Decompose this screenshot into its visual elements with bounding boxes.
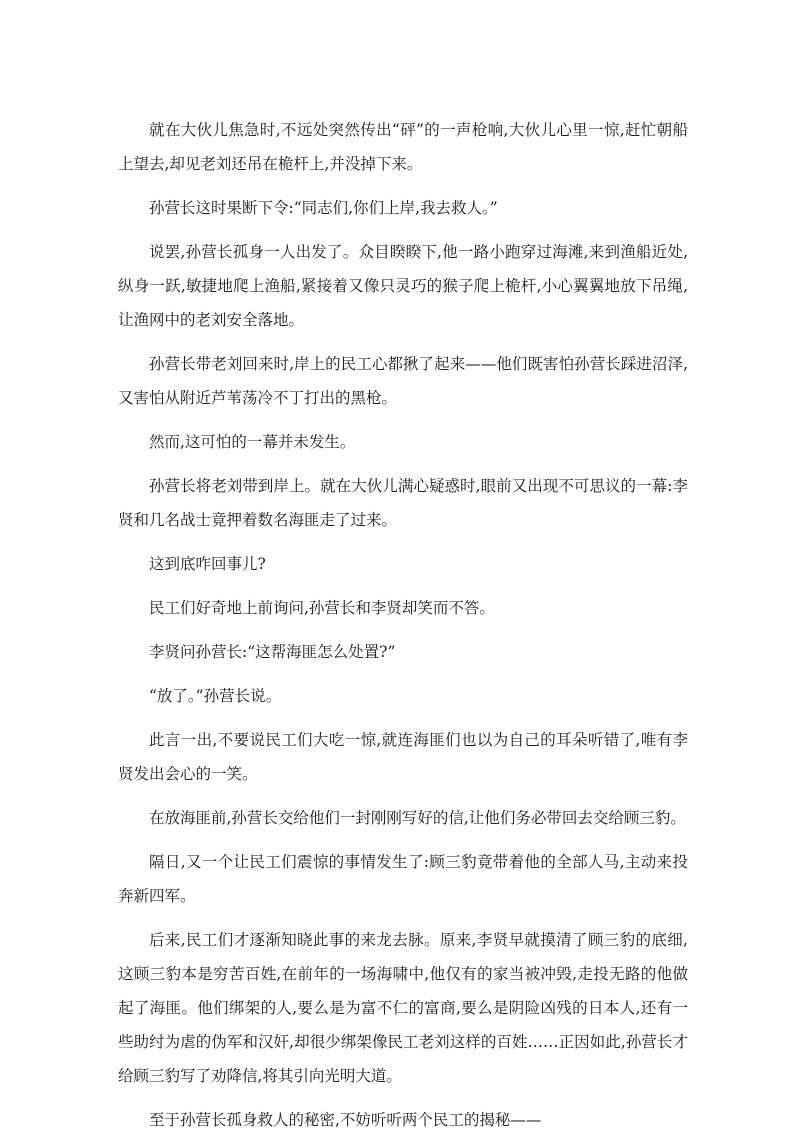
paragraph-13: 隔日,又一个让民工们震惊的事情发生了:顾三豹竟带着他的全部人马,主动来投奔新四军。 [118,853,688,905]
paragraph-2: 孙营长这时果断下令:“同志们,你们上岸,我去救人。” [149,199,498,217]
paragraph-14: 后来,民工们才逐渐知晓此事的来龙去脉。原来,李贤早就摸清了顾三豹的底细,这顾三豹本是穷苦百姓,在前年的一场海啸中,他仅有的家当被冲毁,走投无路的他做起了海匪。他们绑架的人,要么是为富不仁的富商,要么是阴险凶残的日本人,还有一些助纣为虐的伪军和汉奸,却很少绑架像民工老刘这样的百姓……正因如此,孙营长才给顾三豹写了劝降信,将其引向光明大道。 [118,931,688,1085]
paragraph-9: 李贤问孙营长:“这帮海匪怎么处置?” [149,643,396,661]
paragraph-4: 孙营长带老刘回来时,岸上的民工心都揪了起来——他们既害怕孙营长踩进沼泽,又害怕从附近芦苇荡冷不丁打出的黑枪。 [118,355,688,407]
document-body [118,113,688,1147]
paragraph-8: 民工们好奇地上前询问,孙营长和李贤却笑而不答。 [149,599,495,617]
paragraph-12: 在放海匪前,孙营长交给他们一封刚刚写好的信,让他们务必带回去交给顾三豹。 [149,809,686,827]
paragraph-15: 至于孙营长孤身救人的秘密,不妨听听两个民工的揭秘—— [149,1111,542,1129]
paragraph-1: 就在大伙儿焦急时,不远处突然传出“砰”的一声枪响,大伙儿心里一惊,赶忙朝船上望去,却见老刘还吊在桅杆上,并没掉下来。 [118,121,688,173]
paragraph-3: 说罢,孙营长孤身一人出发了。众目睽睽下,他一路小跑穿过海滩,来到渔船近处,纵身一跃,敏捷地爬上渔船,紧接着又像只灵巧的猴子爬上桅杆,小心翼翼地放下吊绳,让渔网中的老刘安全落地。 [118,243,688,329]
paragraph-11: 此言一出,不要说民工们大吃一惊,就连海匪们也以为自己的耳朵听错了,唯有李贤发出会心的一笑。 [118,731,688,783]
paragraph-5: 然而,这可怕的一幕并未发生。 [149,433,356,451]
paragraph-7: 这到底咋回事儿? [149,555,266,573]
paragraph-10: “放了。”孙营长说。 [149,687,282,705]
paragraph-6: 孙营长将老刘带到岸上。就在大伙儿满心疑惑时,眼前又出现不可思议的一幕:李贤和几名战士竟押着数名海匪走了过来。 [118,477,688,529]
